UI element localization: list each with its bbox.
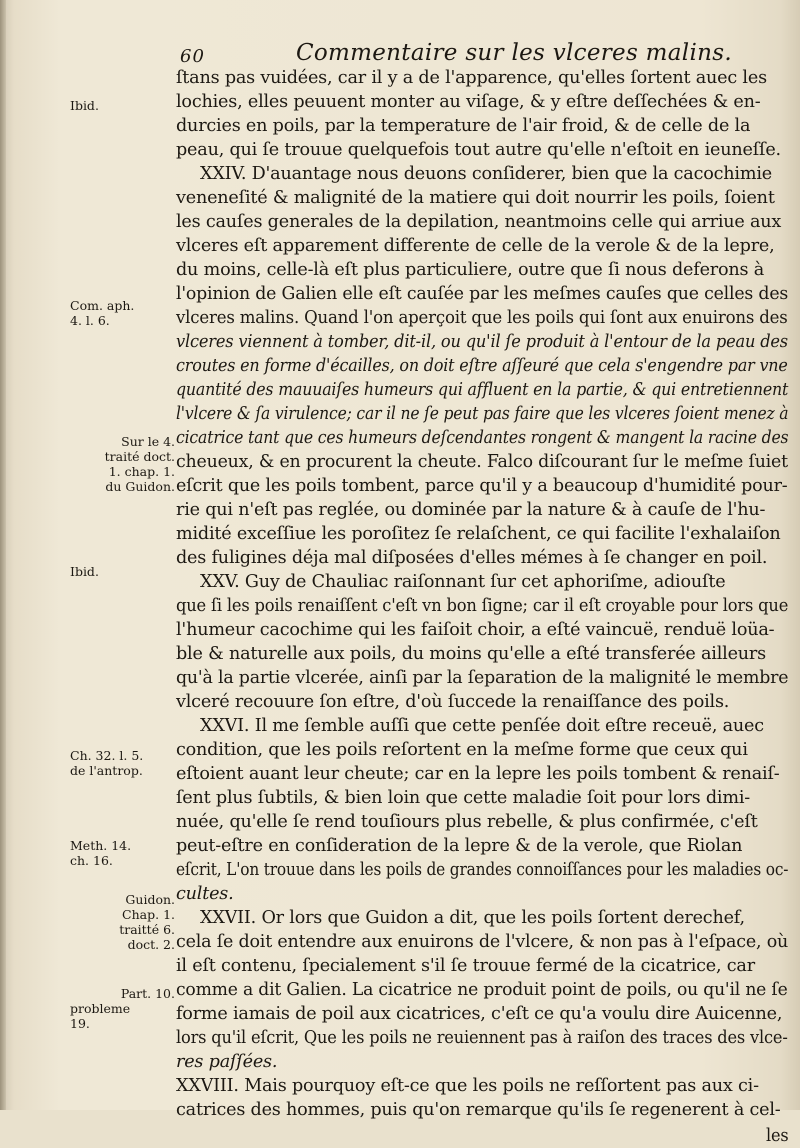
margin-note-line: Com. aph. [70,298,135,313]
text-line: XXVI. Il me ſemble auſſi que cette penſée doit eſtre receuë, auec [200,716,764,736]
text-line: ble & naturelle aux poils, du moins qu'elle a eſté transferée ailleurs [176,644,766,664]
text-line: cheueux, & en procurent la cheute. Falco diſcourant ſur le meſme ſuiet [176,452,788,472]
margin-note [70,838,175,868]
margin-note-line: Guidon. [125,892,175,907]
text-line: lochies, elles peuuent monter au viſage, & y eſtre deſſechées & en- [176,92,761,112]
margin-note-line: Chap. 1. [122,907,175,922]
margin-note-line: Sur le 4. [121,434,175,449]
margin-note-line: traité doct. [104,449,175,464]
margin-note-line: Ch. 32. l. 5. [70,748,144,763]
text-line: rie qui n'eſt pas reglée, ou dominée par la nature & à cauſe de l'hu- [176,500,766,520]
margin-note [70,98,175,113]
text-line: vlceré recouure ſon eſtre, d'où ſuccede la renaiſſance des poils. [176,692,730,712]
text-line: vlceres viennent à tomber, dit-il, ou qu'il ſe produit à l'entour de la peau des [176,332,788,352]
text-line: cultes. [176,884,234,904]
margin-note-line: 19. [70,1016,90,1031]
text-line: condition, que les poils reſortent en la meſme forme que ceux qui [176,740,748,760]
text-line: veneneſité & malignité de la matiere qui doit nourrir les poils, ſoient [176,188,775,208]
text-line: ſent plus ſubtils, & bien loin que cette maladie ſoit pour lors dimi- [176,788,751,808]
text-line: qu'à la partie vlcerée, ainſi par la ſeparation de la malignité le membre [176,668,789,688]
text-line: eſcrit, L'on trouue dans les poils de grandes connoiſſances pour les maladies oc- [176,860,789,880]
text-line: XXV. Guy de Chauliac raiſonnant ſur cet aphoriſme, adiouſte [200,572,726,592]
margin-note-line: 1. chap. 1. [108,464,175,479]
text-line: des fuligines déja mal diſposées d'elles mémes à ſe changer en poil. [176,548,768,568]
text-line: l'humeur cacochime qui les faiſoit choir, a eſté vaincuë, renduë loüa- [176,620,775,640]
text-line: l'vlcere & ſa virulence; car il ne ſe peut pas faire que les vlceres ſoient menez à [176,404,789,424]
margin-note [70,564,175,579]
text-line: XXIV. D'auantage nous deuons conſiderer, bien que la cacochimie [200,164,772,184]
text-line: du moins, celle-là eſt plus particuliere, outre que ſi nous deferons à [176,260,765,280]
margin-note-line: traitté 6. [119,922,175,937]
text-line: forme iamais de poil aux cicatrices, c'eſt ce qu'a voulu dire Auicenne, [176,1004,783,1024]
text-line: vlceres malins. Quand l'on aperçoit que les poils qui ſont aux enuirons des [176,308,788,328]
margin-note [70,748,175,778]
text-line: XXVII. Or lors que Guidon a dit, que les poils ſortent derechef, [200,908,745,928]
folio-number: 60 [180,46,205,67]
running-title: Commentaire sur les vlceres malins. [296,40,732,66]
text-line: res paſſées. [176,1052,278,1072]
margin-note-line: probleme [70,1001,131,1016]
text-line: il eſt contenu, ſpecialement s'il ſe trouue fermé de la cicatrice, car [176,956,755,976]
catchword: les [766,1126,789,1146]
margin-note [70,892,175,952]
text-line: nuée, qu'elle ſe rend touſiours plus rebelle, & plus confirmée, c'eſt [176,812,758,832]
text-line: les cauſes generales de la depilation, neantmoins celle qui arriue aux [176,212,782,232]
margin-note-line: Ibid. [70,98,99,113]
text-line: durcies en poils, par la temperature de l'air froid, & de celle de la [176,116,751,136]
text-line: que ſi les poils renaiſſent c'eſt vn bon ſigne; car il eſt croyable pour lors que [176,596,789,616]
margin-note-line: 4. l. 6. [70,313,110,328]
margin-note [70,986,175,1031]
text-line: eſcrit que les poils tombent, parce qu'il y a beaucoup d'humidité pour- [176,476,788,496]
margin-note-line: doct. 2. [127,937,175,952]
margin-note-line: Meth. 14. [70,838,132,853]
text-line: vlceres eſt apparement differente de celle de la verole & de la lepre, [176,236,775,256]
text-line: peut-eſtre en conſideration de la lepre & de la verole, que Riolan [176,836,743,856]
margin-note-line: du Guidon. [105,479,175,494]
text-line: cela ſe doit entendre aux enuirons de l'vlcere, & non pas à l'eſpace, où [176,932,789,952]
text-line: comme a dit Galien. La cicatrice ne produit point de poils, ou qu'il ne ſe [176,980,788,1000]
margin-note-line: Ibid. [70,564,99,579]
text-line: l'opinion de Galien elle eſt cauſée par les meſmes cauſes que celles des [176,284,789,304]
margin-note [70,298,175,328]
text-line: peau, qui ſe trouue quelquefois tout autre qu'elle n'eſtoit en ieuneſſe. [176,140,781,160]
margin-note-line: Part. 10. [120,986,175,1001]
text-line: croutes en forme d'écailles, on doit eſtre aſſeuré que cela s'engendre par vne [176,356,788,376]
margin-note-line: ch. 16. [70,853,113,868]
text-line: ſtans pas vuidées, car il y a de l'apparence, qu'elles ſortent auec les [176,68,767,88]
margin-note [70,434,175,494]
text-line: eſtoient auant leur cheute; car en la lepre les poils tombent & renaiſ- [176,764,780,784]
text-line: XXVIII. Mais pourquoy eſt-ce que les poils ne reſſortent pas aux ci- [176,1076,759,1096]
text-line: midité exceſſiue les poroſitez ſe relaſchent, ce qui facilite l'exhalaiſon [176,524,781,544]
text-line: catrices des hommes, puis qu'on remarque qu'ils ſe regenerent à cel- [176,1100,781,1120]
margin-note-line: de l'antrop. [70,763,143,778]
text-line: lors qu'il eſcrit, Que les poils ne reuiennent pas à raiſon des traces des vlce- [176,1028,788,1048]
text-line: quantité des mauuaiſes humeurs qui affluent en la partie, & qui entretiennent [176,380,789,400]
page-gutter-edge [0,0,6,1110]
text-line: cicatrice tant que ces humeurs deſcendantes rongent & mangent la racine des [176,428,789,448]
